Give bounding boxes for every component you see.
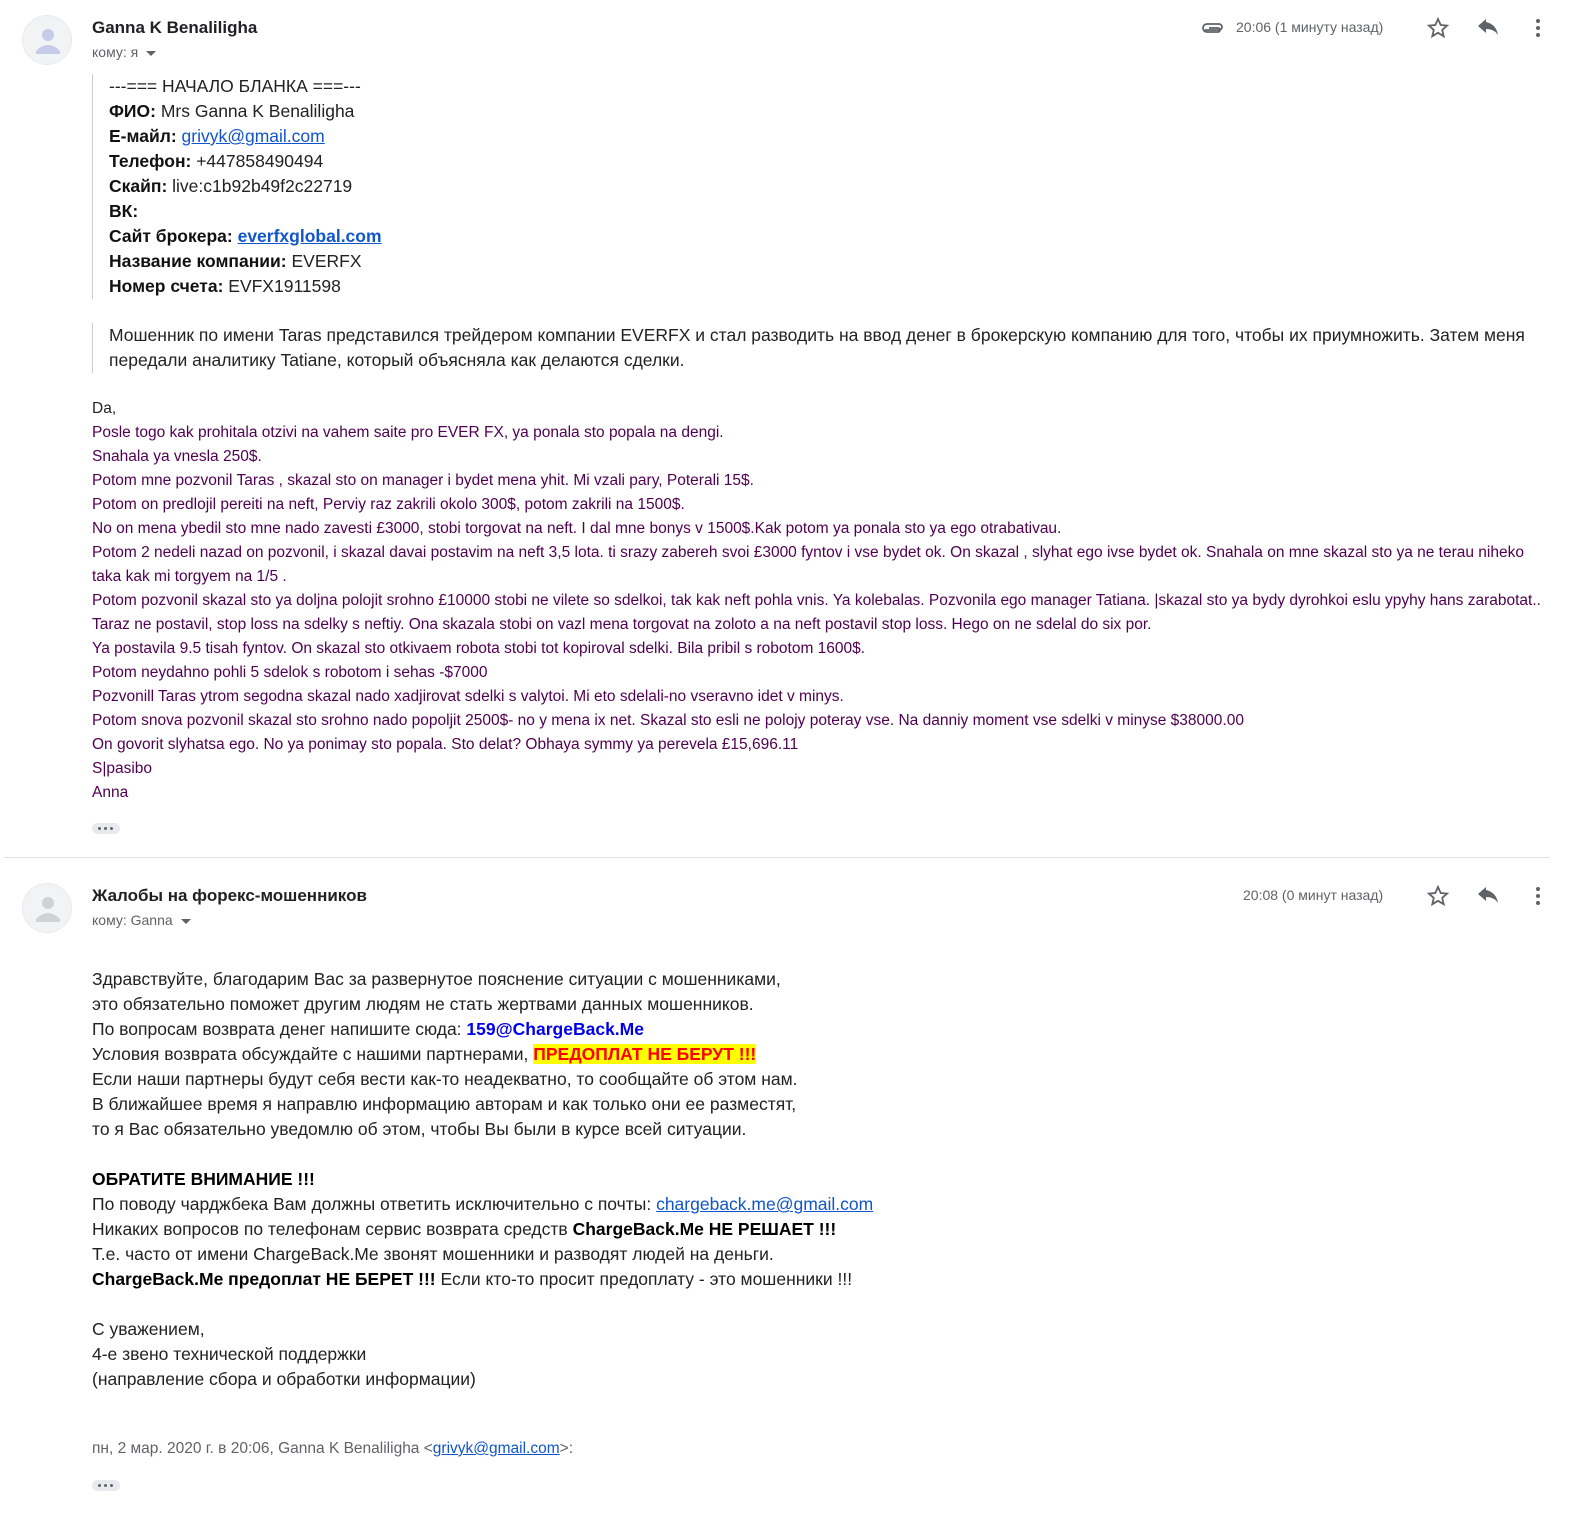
text-line: Potom neydahno pohli 5 sdelok s robotom i sehas -$7000 [92,664,488,681]
form-email [109,124,1551,149]
chevron-down-icon[interactable] [181,919,191,924]
chargeback-email[interactable]: 159@ChargeBack.Me [466,1019,644,1039]
text-line: В ближайшее время я направлю информацию авторам и как только они ее разместят, [92,1094,797,1114]
form-header: ---=== НАЧАЛО БЛАНКА ===--- [109,76,361,96]
attention-heading: ОБРАТИТЕ ВНИМАНИЕ !!! [92,1169,315,1189]
avatar[interactable] [22,883,72,933]
star-icon[interactable] [1426,884,1450,908]
more-icon[interactable] [1526,884,1550,908]
text-span: Условия возврата обсуждайте с нашими партнерами, [92,1044,534,1064]
message-2 [0,858,1581,1526]
form-skype [109,174,1551,199]
signature-line: С уважением, [92,1319,205,1339]
text-line: Potom pozvonil skazal sto ya doljna polojit srohno £10000 stobi ne vilete so sdelkoi, tak kak neft pohla vnis. Ya kolebalas. Pozvonila ego manager Tatiana. |skazal sto ya bydy dyrohkoi eslu ypyhy hans zarabotat.. Taraz ne postavil, stop loss na sdelky s neftiy. Ona skazala stobi on vazl mena torgovat na zoloto a na neft postavil stop loss. Hego on ne sdelal do six por. [92,592,1541,633]
text-line: это обязательно поможет другим людям не стать жертвами данных мошенников. [92,994,754,1014]
text-span: пн, 2 мар. 2020 г. в 20:06, Ganna K Benaliligha < [92,1440,433,1457]
ellipsis-icon [92,1480,120,1491]
text-line: то я Вас обязательно уведомлю об этом, чтобы Вы были в курсе всей ситуации. [92,1119,747,1139]
text-line: Da, [92,400,117,417]
text-span: По поводу чарджбека Вам должны ответить исключительно с почты: [92,1194,657,1214]
text-line: On govorit slyhatsa ego. No ya ponimay sto popala. Sto delat? Obhaya symmy ya perevela £15,696.11 [92,736,799,753]
text-line [92,1192,1551,1217]
sender-name[interactable]: Жалобы на форекс-мошенников [92,886,367,905]
broker-link[interactable]: everfxglobal.com [237,226,382,246]
text-line: Здравствуйте, благодарим Вас за развернутое пояснение ситуации с мошенниками, [92,969,781,989]
field-label: Сайт брокера: [109,226,233,246]
form-vk [109,199,1551,224]
field-value: EVERFX [286,251,362,271]
text-line: Ya postavila 9.5 tisah fyntov. On skazal sto otkivaem robota stobi tot kopiroval sdelki. Bila pribil s robotom 1600$. [92,640,866,657]
text-line: Т.е. часто от имени ChargeBack.Me звонят мошенники и разводят людей на деньги. [92,1244,774,1264]
text-span: По вопросам возврата денег напишите сюда: [92,1019,467,1039]
recipient-text: кому: Ganna [92,912,173,928]
form-fio [109,99,1551,124]
person-icon [23,16,72,65]
quote-intro [92,1436,1551,1461]
avatar[interactable] [22,15,72,65]
text-span: Если кто-то просит предоплату - это мошенники !!! [435,1269,853,1289]
recipient-line[interactable] [92,912,191,928]
form-company [109,249,1551,274]
field-value: Mrs Ganna K Benaliligha [155,101,355,121]
show-trimmed-button[interactable] [92,1473,1551,1498]
email-link[interactable]: chargeback.me@gmail.com [656,1194,874,1214]
message-time: 20:06 (1 минуту назад) [1236,19,1384,35]
text-line: Snahala ya vnesla 250$. [92,448,262,465]
text-line: Potom on predlojil pereiti na neft, Perviy raz zakrili okolo 300$, potom zakrili na 1500$. [92,496,685,513]
text-line: Posle togo kak prohitala otzivi na vahem saite pro EVER FX, ya ponala sto popala na dengi. [92,424,724,441]
field-label: Номер счета: [109,276,224,296]
bold-span: ChargeBack.Me предоплат НЕ БЕРЕТ !!! [92,1269,436,1289]
field-value: live:c1b92b49f2c22719 [167,176,353,196]
form-account [109,274,1551,299]
text-line: Potom mne pozvonil Taras , skazal sto on manager i bydet mena yhit. Mi vzali pary, Poterali 15$. [92,472,754,489]
sender-name[interactable]: Ganna K Benaliligha [92,18,258,37]
text-line: No on mena ybedil sto mne nado zavesti £3000, stobi torgovat na neft. I dal mne bonys v 1500$.Kak potom ya ponala sto ya ego otrabativau. [92,520,1062,537]
show-trimmed-button[interactable] [92,821,1551,839]
text-line: Если наши партнеры будут себя вести как-то неадекватно, то сообщайте об этом нам. [92,1069,798,1089]
message-body [92,967,1551,1498]
field-label: Телефон: [109,151,192,171]
text-line: S|pasibo [92,760,153,777]
text-span: Никаких вопросов по телефонам сервис возврата средств [92,1219,573,1239]
text-line [92,1217,1551,1242]
signature-line: 4-е звено технической поддержки [92,1344,367,1364]
bold-span: ChargeBack.Me НЕ РЕШАЕТ !!! [572,1219,837,1239]
reply-icon[interactable] [1476,16,1500,40]
recipient-text: кому: я [92,44,139,60]
ellipsis-icon [92,823,120,834]
person-icon [23,884,72,933]
text-span: >: [559,1440,573,1457]
email-link[interactable]: grivyk@gmail.com [432,1440,560,1457]
message-body [92,74,1551,839]
field-label: Название компании: [109,251,287,271]
field-label: ФИО: [109,101,156,121]
text-line: Anna [92,784,129,801]
chevron-down-icon[interactable] [146,51,156,56]
star-icon[interactable] [1426,16,1450,40]
message-time: 20:08 (0 минут назад) [1243,887,1384,903]
text-line: Pozvonill Taras ytrom segodna skazal nado xadjirovat sdelki s valytoi. Mi eto sdelali-no vseravno idet v minys. [92,688,844,705]
form-phone [109,149,1551,174]
field-label: Е-майл: [109,126,177,146]
field-label: ВК: [109,201,139,221]
text-line [92,1042,1551,1067]
attachment-icon [1202,16,1226,40]
more-icon[interactable] [1526,16,1550,40]
recipient-line[interactable] [92,44,156,60]
form-broker [109,224,1551,249]
text-line [92,1017,1551,1042]
text-line: Potom snova pozvonil skazal sto srohno nado popoljit 2500$- no y mena ix net. Skazal sto esli ne polojy poteray vse. Na danniy moment vse sdelki v minyse $38000.00 [92,712,1244,729]
highlight-warning: ПРЕДОПЛАТ НЕ БЕРУТ !!! [533,1044,757,1064]
field-value: +447858490494 [191,151,324,171]
reply-icon[interactable] [1476,884,1500,908]
field-value: EVFX1911598 [223,276,341,296]
user-message [92,397,1551,805]
field-label: Скайп: [109,176,168,196]
complaint-form [92,74,1551,299]
complaint-description: Мошенник по имени Taras представился трейдером компании EVERFX и стал разводить на ввод денег в брокерскую компанию для того, чтобы их приумножить. Затем меня передали аналитику Tatiane, который объясняла как делаются сделки. [92,323,1551,373]
email-link[interactable]: grivyk@gmail.com [181,126,325,146]
text-line: Potom 2 nedeli nazad on pozvonil, i skazal davai postavim na neft 3,5 lota. ti srazy zabereh svoi £3000 fyntov i vse bydet ok. On skazal , slyhat ego ivse bydet ok. Snahala on mne skazal sto ya ne terau niheko taka kak mi torgyem na 1/5 . [92,544,1524,585]
signature-line: (направление сбора и обработки информации) [92,1369,476,1389]
text-line [92,1267,1551,1292]
